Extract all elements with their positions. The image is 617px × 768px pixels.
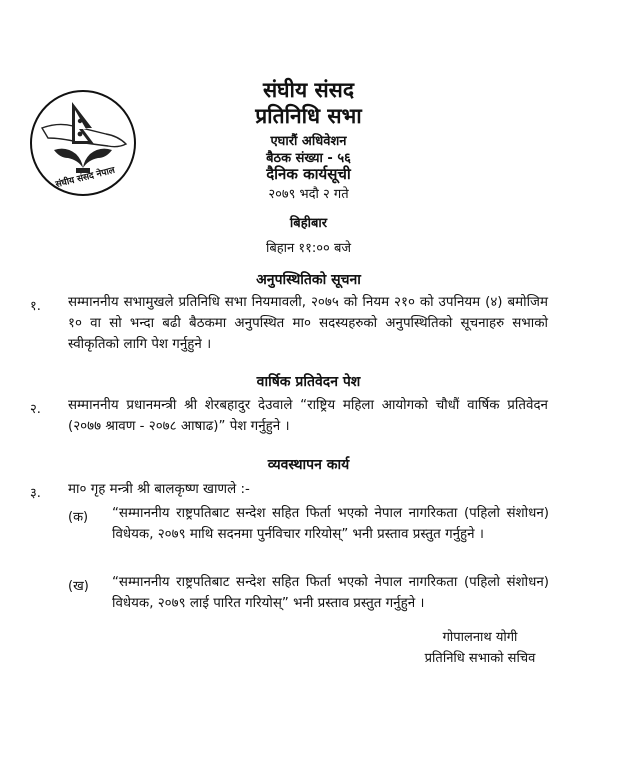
item-number: १. (30, 299, 41, 314)
agenda-date: २०७९ भदौ २ गते (268, 187, 349, 202)
item-text: मा० गृह मन्त्री श्री बालकृष्ण खाणले :- (68, 482, 250, 497)
section-heading: व्यवस्थापन कार्य (267, 457, 350, 473)
item-number: २. (30, 402, 41, 417)
signatory-title: प्रतिनिधि सभाको सचिव (424, 651, 536, 666)
sub-item-label: (क) (68, 510, 89, 525)
signatory-name: गोपालनाथ योगी (442, 630, 518, 645)
item-text: सम्माननीय प्रधानमन्त्री श्री शेरबहादुर देउवाले “राष्ट्रिय महिला आयोगको चौधौं वार्षिक प्रतिवेदन (२०७७ श्रावण - २०७८ आषाढ)” पेश गर्नुहुने । (68, 398, 548, 434)
sub-item-text: “सम्माननीय राष्ट्रपतिबाट सन्देश सहित फिर्ता भएको नेपाल नागरिकता (पहिलो संशोधन) विधेयक, २०७९ माथि सदनमा पुर्नविचार गरियोस्” भनी प्रस्ताव प्रस्तुत गर्नुहुने । (112, 506, 549, 542)
item-number: ३. (30, 486, 41, 501)
section-heading: वार्षिक प्रतिवेदन पेश (256, 374, 361, 390)
emblem-caption: संघीय संसद नेपाल (54, 165, 117, 191)
header-house: प्रतिनिधि सभा (255, 104, 362, 128)
item-text: सम्माननीय सभामुखले प्रतिनिधि सभा नियमावली, २०७५ को नियम २१० को उपनियम (४) बमोजिम १० वा सो भन्दा बढी बैठकमा अनुपस्थित मा० सदस्यहरुको अनुपस्थितिको सूचनाहरु सभाको स्वीकृतिको लागि पेश गर्नुहुने । (68, 295, 548, 352)
sub-item-text: “सम्माननीय राष्ट्रपतिबाट सन्देश सहित फिर्ता भएको नेपाल नागरिकता (पहिलो संशोधन) विधेयक, २०७९ लाई पारित गरियोस्” भनी प्रस्ताव प्रस्तुत गर्नुहुने । (112, 575, 549, 611)
agenda-time: बिहान ११:०० बजे (265, 241, 352, 256)
agenda-title: दैनिक कार्यसूची (266, 165, 351, 183)
session-number: एघारौं अधिवेशन (270, 134, 347, 149)
section-heading: अनुपस्थितिको सूचना (256, 272, 361, 288)
header-parliament: संघीय संसद (262, 78, 355, 102)
meeting-number: बैठक संख्या - ५६ (266, 151, 351, 166)
sub-item-label: (ख) (68, 579, 89, 594)
agenda-day: बिहीबार (289, 216, 328, 231)
